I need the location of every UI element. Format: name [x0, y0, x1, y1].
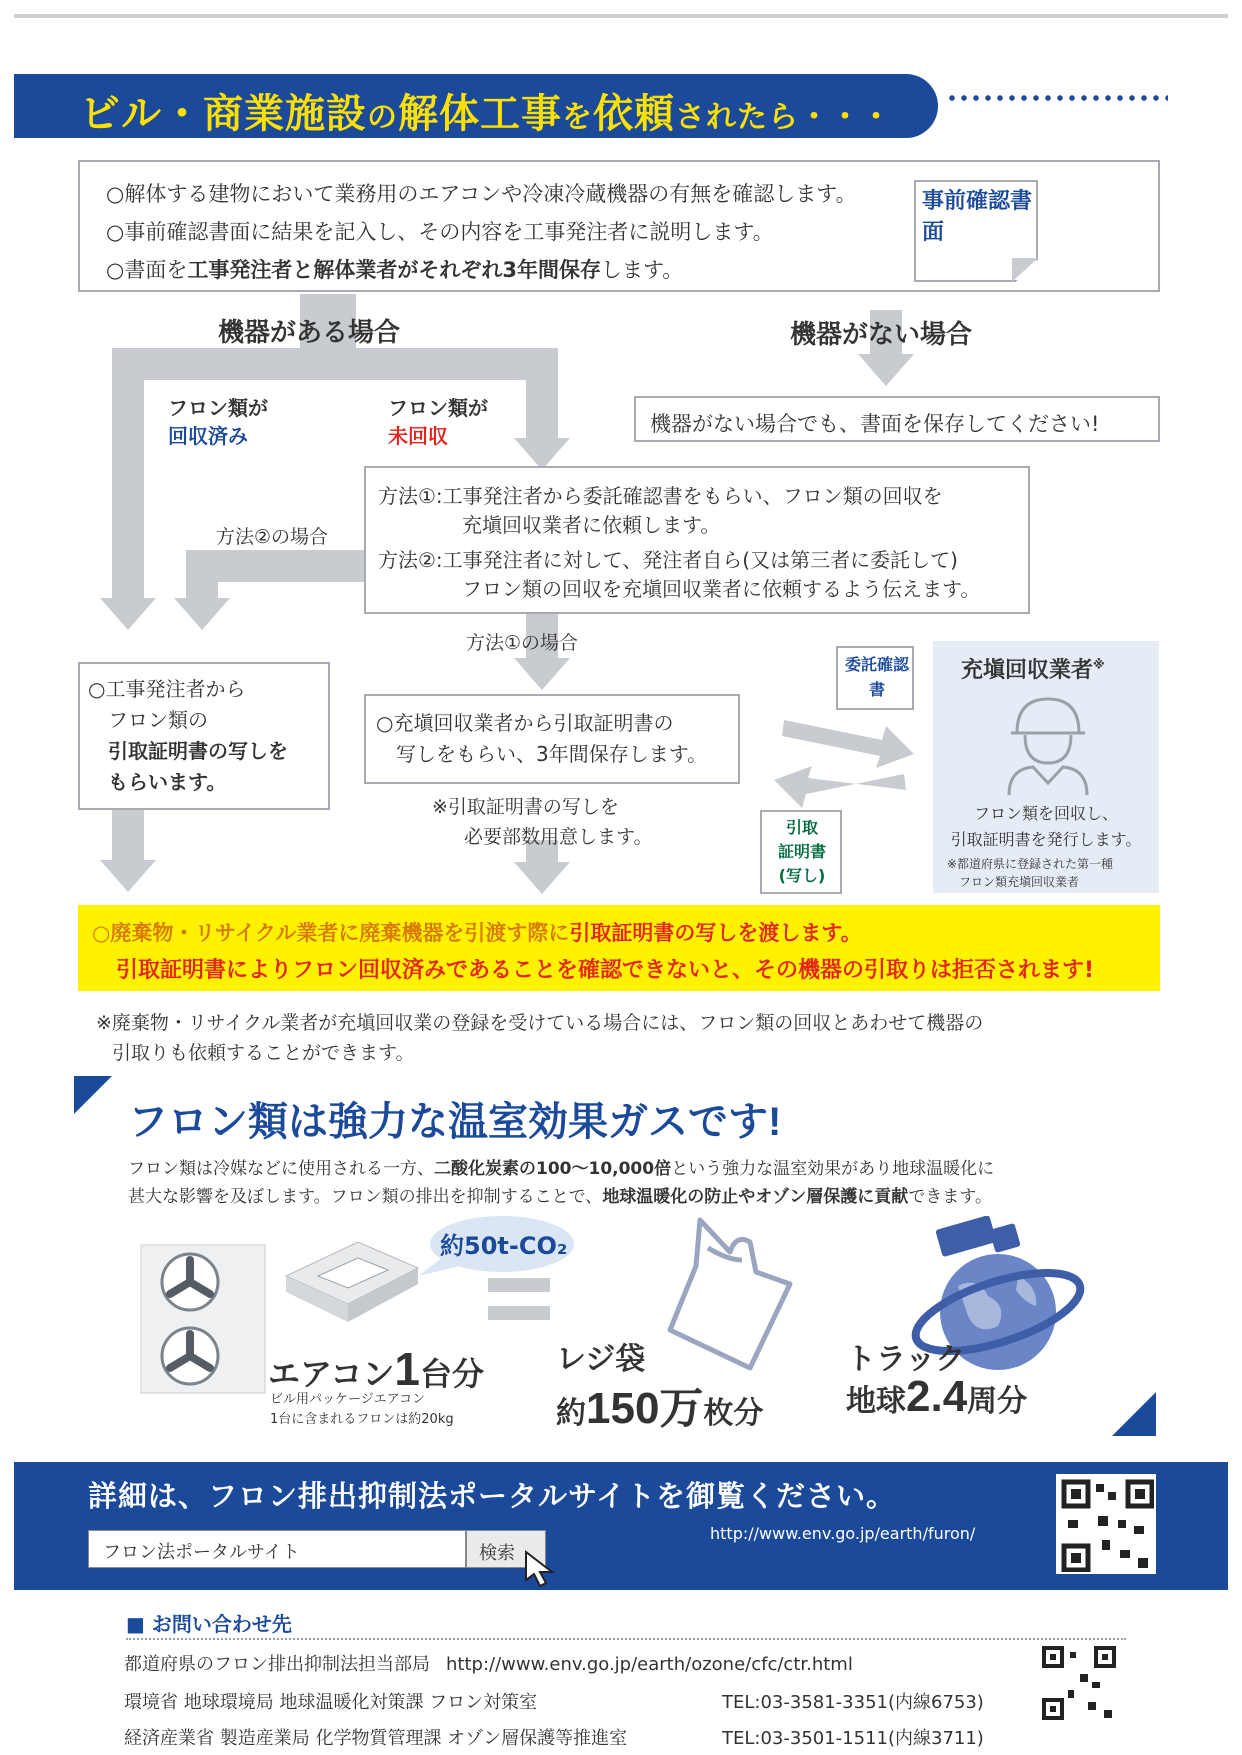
without-equipment-note: 機器がない場合でも、書面を保存してください!	[650, 412, 1100, 436]
ghg-paragraph-1: フロン類は冷媒などに使用される一方、二酸化炭素の100〜10,000倍という強力な温室効果があり地球温暖化に	[128, 1159, 995, 1179]
shopping-bag-icon	[650, 1212, 800, 1372]
search-button-label: 検索	[479, 1543, 515, 1564]
recovery-contractor-panel	[933, 641, 1159, 893]
warning-line-2: 引取証明書によりフロン回収済みであることを確認できないと、その機器の引取りは拒否されます!	[116, 958, 1095, 983]
portal-title: 詳細は、フロン排出抑制法ポータルサイトを御覧ください。	[88, 1479, 896, 1513]
contractor-footnote: ※都道府県に登録された第一種 フロン類充塡回収業者	[947, 857, 1114, 889]
warning-line-1: ○廃棄物・リサイクル業者に廃棄機器を引渡す際に引取証明書の写しを渡します。	[92, 921, 862, 945]
qr-code-icon	[1040, 1644, 1118, 1722]
contact-divider	[126, 1638, 1126, 1640]
outdoor-unit-icon	[140, 1244, 266, 1394]
top-rule	[14, 14, 1228, 18]
contact-row-1: 都道府県のフロン排出抑制法担当部局 http://www.env.go.jp/earth/ozone/cfc/ctr.html	[124, 1654, 853, 1675]
unrecovered-label: フロン類が 未回収	[388, 396, 488, 448]
search-input[interactable]	[88, 1530, 466, 1568]
arrow-down-icon	[514, 862, 570, 894]
check-line-1: ○解体する建物において業務用のエアコンや冷凍冷蔵機器の有無を確認します。	[106, 182, 857, 206]
recovery-certificate-text: ○充塡回収業者から引取証明書の 写しをもらい、3年間保存します。	[376, 711, 708, 766]
dotted-line	[946, 92, 1168, 104]
co2-amount: 約50t-CO₂	[440, 1232, 568, 1260]
arrow-down-icon	[100, 598, 156, 630]
contact-row-2-name: 環境省 地球環境局 地球温暖化対策課 フロン対策室	[124, 1692, 538, 1713]
contact-heading: ■ お問い合わせ先	[126, 1612, 292, 1636]
bag-label: レジ袋	[556, 1343, 646, 1376]
ac-equivalent: エアコン1台分	[268, 1343, 485, 1395]
flow-connector	[112, 348, 558, 380]
flow-connector	[186, 580, 218, 598]
ghg-title: フロン類は強力な温室効果ガスです!	[128, 1100, 782, 1144]
certificate-copy-document-icon	[760, 810, 842, 894]
client-certificate-text: ○工事発注者から フロン類の 引取証明書の写しを もらいます。	[88, 677, 288, 794]
ac-subtext: ビル用パッケージエアコン 1台に含まれるフロンは約20kg	[270, 1392, 454, 1427]
flow-connector	[186, 550, 368, 582]
without-equipment-box	[634, 396, 1160, 442]
arrow-down-icon	[858, 354, 914, 386]
bag-equivalent: 約150万枚分	[556, 1384, 764, 1433]
arrow-down-icon	[100, 860, 156, 892]
contractor-title: 充塡回収業者※	[961, 657, 1105, 683]
with-equipment-heading: 機器がある場合	[218, 318, 401, 348]
corner-triangle-icon	[1112, 1392, 1156, 1436]
ceiling-air-conditioner-icon	[268, 1222, 428, 1332]
certificate-copy-label: 引取 証明書 (写し)	[777, 818, 826, 885]
consignment-document-label: 委託確認書	[844, 655, 909, 699]
contact-row-3-name: 経済産業省 製造産業局 化学物質管理課 オゾン層保護等推進室	[124, 1728, 628, 1749]
ghg-paragraph-2: 甚大な影響を及ぼします。フロン類の排出を抑制することで、地球温暖化の防止やオゾン層保護に貢献できます。	[128, 1187, 992, 1207]
copies-note: ※引取証明書の写しを 必要部数用意します。	[432, 796, 653, 848]
exchange-arrows-icon	[764, 712, 924, 812]
without-equipment-heading: 機器がない場合	[790, 320, 973, 350]
flow-connector	[112, 380, 144, 598]
recovery-certificate-box	[364, 694, 740, 784]
truck-equivalent: 地球2.4周分	[846, 1372, 1028, 1421]
cursor-icon	[524, 1550, 558, 1590]
arrow-down-icon	[174, 598, 230, 630]
contractor-description: フロン類を回収し、 引取証明書を発行します。	[950, 804, 1142, 849]
client-certificate-box	[78, 662, 330, 810]
corner-triangle-icon	[74, 1076, 112, 1114]
flow-connector	[526, 380, 558, 442]
check-line-3: ○書面を工事発注者と解体業者がそれぞれ3年間保存します。	[106, 258, 684, 282]
equals-icon	[488, 1306, 550, 1320]
method-2: 方法②:工事発注者に対して、発注者自ら(又は第三者に委託して) フロン類の回収を充塡回収業者に依頼するよう伝えます。	[378, 548, 981, 601]
truck-label: トラック	[846, 1343, 966, 1376]
recycler-footnote: ※廃棄物・リサイクル業者が充塡回収業の登録を受けている場合には、フロン類の回収とあわせて機器の 引取りも依頼することができます。	[96, 1012, 984, 1064]
consignment-document-icon	[836, 646, 914, 710]
method-box	[364, 466, 1030, 614]
contact-row-3-tel: TEL:03-3501-1511(内線3711)	[722, 1728, 984, 1749]
portal-url[interactable]: http://www.env.go.jp/earth/furon/	[710, 1524, 976, 1543]
qr-code-icon	[1056, 1474, 1156, 1574]
check-line-2: ○事前確認書面に結果を記入し、その内容を工事発注者に説明します。	[106, 220, 774, 244]
method1-case-label: 方法①の場合	[466, 632, 579, 654]
contact-row-2-tel: TEL:03-3581-3351(内線6753)	[722, 1692, 984, 1713]
worker-helmet-icon	[1003, 691, 1093, 795]
method2-case-label: 方法②の場合	[212, 522, 332, 549]
equals-icon	[488, 1278, 550, 1292]
method-1: 方法①:工事発注者から委託確認書をもらい、フロン類の回収を 充塡回収業者に依頼します。	[378, 484, 943, 537]
flow-connector	[112, 810, 144, 862]
recovered-label: フロン類が 回収済み	[168, 396, 268, 448]
handover-warning	[78, 905, 1160, 991]
search-input-value: フロン法ポータルサイト	[103, 1542, 300, 1563]
page-title: ビル・商業施設の解体工事を依頼されたら・・・	[80, 92, 892, 136]
contact-url[interactable]: http://www.env.go.jp/earth/ozone/cfc/ctr.html	[446, 1654, 853, 1675]
arrow-down-icon	[514, 658, 570, 690]
document-label: 事前確認書面	[922, 189, 1033, 245]
